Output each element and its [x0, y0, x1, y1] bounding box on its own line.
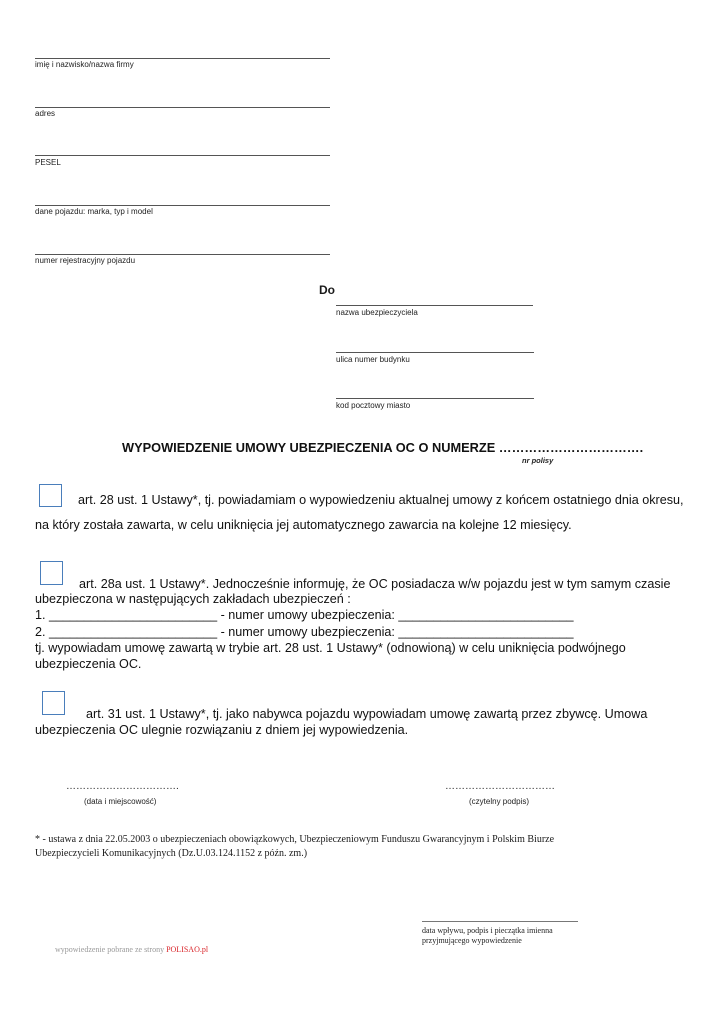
- option-art28-line2: na który została zawarta, w celu uniknięcia jej automatycznego zawarcia na kolejne 12 miesięcy.: [35, 518, 572, 532]
- recipient-do-label: Do: [319, 283, 335, 297]
- option-art28a-insurer-2[interactable]: 2. ________________________ - numer umowy ubezpieczenia: _________________________: [35, 625, 574, 639]
- insurer-name-label: nazwa ubezpieczyciela: [336, 308, 418, 317]
- receipt-line[interactable]: [422, 921, 578, 922]
- option-art28a-line5: tj. wypowiadam umowę zawartą w trybie art. 28 ust. 1 Ustawy* (odnowioną) w celu uniknięcia podwójnego: [35, 641, 626, 655]
- option-art28-line1: art. 28 ust. 1 Ustawy*, tj. powiadamiam o wypowiedzeniu aktualnej umowy z końcem ostatniego dnia okresu,: [78, 493, 684, 507]
- footnote-line1: * - ustawa z dnia 22.05.2003 o ubezpieczeniach obowiązkowych, Ubezpieczeniowym Funduszu Gwarancyjnym i Polskim Biurze: [35, 834, 555, 845]
- insurer-city-label: kod pocztowy miasto: [336, 401, 411, 410]
- sender-address-line[interactable]: [35, 107, 330, 108]
- sender-name-label: imię i nazwisko/nazwa firmy: [35, 60, 134, 69]
- option-art31-line2: ubezpieczenia OC ulegnie rozwiązaniu z dniem jej wypowiedzenia.: [35, 723, 409, 737]
- signature-dots[interactable]: ……………………………: [445, 781, 555, 792]
- insurer-name-line[interactable]: [336, 305, 533, 306]
- option-art28-checkbox[interactable]: [39, 484, 62, 507]
- sender-pesel-label: PESEL: [35, 158, 61, 167]
- policy-number-label: nr polisy: [522, 456, 554, 465]
- footnote-line2: Ubezpieczycieli Komunikacyjnych (Dz.U.03.124.1152 z późn. zm.): [35, 848, 308, 859]
- vehicle-data-line[interactable]: [35, 205, 330, 206]
- registration-line[interactable]: [35, 254, 330, 255]
- option-art28a-checkbox[interactable]: [40, 561, 63, 585]
- source-prefix: wypowiedzenie pobrane ze strony: [55, 945, 167, 954]
- option-art28a-line2: ubezpieczona w następujących zakładach ubezpieczeń :: [35, 592, 351, 606]
- sender-name-line[interactable]: [35, 58, 330, 59]
- option-art31-line1: art. 31 ust. 1 Ustawy*, tj. jako nabywca pojazdu wypowiadam umowę zawartą przez zbywcę. Umowa: [86, 707, 648, 721]
- document-title: WYPOWIEDZENIE UMOWY UBEZPIECZENIA OC O NUMERZE …………………………….: [122, 440, 644, 455]
- source-brand[interactable]: POLISAO.pl: [166, 945, 209, 954]
- insurer-city-line[interactable]: [336, 398, 534, 399]
- option-art31-checkbox[interactable]: [42, 691, 65, 715]
- registration-label: numer rejestracyjny pojazdu: [35, 256, 136, 265]
- insurer-street-line[interactable]: [336, 352, 534, 353]
- option-art28a-line6: ubezpieczenia OC.: [35, 657, 142, 671]
- sender-address-label: adres: [35, 109, 56, 118]
- vehicle-data-label: dane pojazdu: marka, typ i model: [35, 207, 153, 216]
- insurer-street-label: ulica numer budynku: [336, 355, 410, 364]
- date-place-label: (data i miejscowość): [84, 797, 157, 806]
- signature-label: (czytelny podpis): [469, 797, 530, 806]
- sender-pesel-line[interactable]: [35, 155, 330, 156]
- date-place-dots[interactable]: …………………………….: [66, 781, 179, 792]
- source-note: [55, 945, 208, 954]
- receipt-label-line2: przyjmującego wypowiedzenie: [422, 936, 522, 945]
- receipt-label-line1: data wpływu, podpis i pieczątka imienna: [422, 926, 553, 935]
- option-art28a-line1: art. 28a ust. 1 Ustawy*. Jednocześnie informuję, że OC posiadacza w/w pojazdu jest w tym samym czasie: [79, 577, 671, 591]
- option-art28a-insurer-1[interactable]: 1. ________________________ - numer umowy ubezpieczenia: _________________________: [35, 608, 574, 622]
